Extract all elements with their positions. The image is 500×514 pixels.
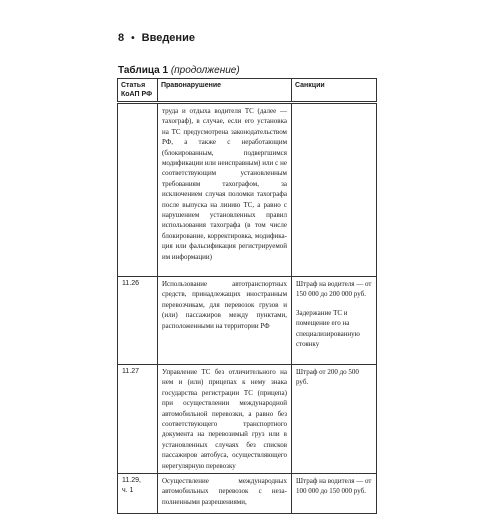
table-row (118, 277, 377, 365)
column-header-offense: Правонарушение (158, 79, 292, 103)
column-header-sanction: Санкции (292, 79, 377, 103)
section-title: Введение (141, 32, 195, 44)
header-bullet: • (131, 32, 135, 44)
sanction-cell (292, 277, 377, 365)
table-caption (118, 65, 240, 76)
sanction-impound: Задержание ТС и помещение его на специализированную стоянку (296, 308, 360, 349)
table-row (118, 103, 377, 277)
table-caption-continuation: (продолжение) (170, 65, 240, 76)
offense-table (117, 78, 377, 514)
article-cell: 11.29, ч. 1 (118, 474, 158, 514)
page-number: 8 (118, 32, 125, 44)
sanction-fine: Штраф от 200 до 500 руб. (296, 368, 359, 387)
article-cell: 11.27 (118, 365, 158, 474)
sanction-cell (292, 103, 377, 277)
article-cell (118, 103, 158, 277)
article-cell: 11.26 (118, 277, 158, 365)
table-row (118, 365, 377, 474)
offense-cell: Управление ТС без отличительного на нем и (или) прицепах к нему знака государства регистрации ТС (прицепа) при осуществлении международной автомобильной перевозки, а равно без соответствующего транспортного документа на перевозимый груз или в установленных случаях без списков пассажиров автобуса, осуществляющего нерегулярную перевозку (158, 365, 292, 474)
sanction-fine: Штраф на водителя — от 150 000 до 200 000 руб. (296, 280, 372, 299)
column-header-article: Статья КоАП РФ (118, 79, 158, 103)
sanction-cell (292, 365, 377, 474)
offense-cell: Осуществление международных автомобильных перевозок с незаполненными разрешениями, (158, 474, 292, 514)
table-row (118, 474, 377, 514)
sanction-cell (292, 474, 377, 514)
sanction-fine: Штраф на водителя — от 100 000 до 150 000 руб. (296, 477, 372, 496)
offense-cell: Использование автотранспортных средств, принадлежащих иностранным перевозчикам, для перевозок грузов и (или) пассажиров между пунктами, расположенными на территории РФ (158, 277, 292, 365)
offense-cell: труда и отдыха водителя ТС (далее — тахограф), в случае, если его установка на ТС предусмотрена законодательством РФ, а также с неработающим (блокированным, подвергшимся модификации или неисправным) или с не соответствующим установленным требованиям тахографом, за исключением случая поломки тахографа после выпуска на линию ТС, а равно с нарушением установленных правил использования тахографа (в том числе блокирование, корректировка, модификация или фальсификация регистрируемой им информации) (158, 103, 292, 277)
page-header (118, 32, 195, 44)
table-caption-label: Таблица 1 (118, 65, 169, 76)
table-header-row (118, 79, 377, 103)
